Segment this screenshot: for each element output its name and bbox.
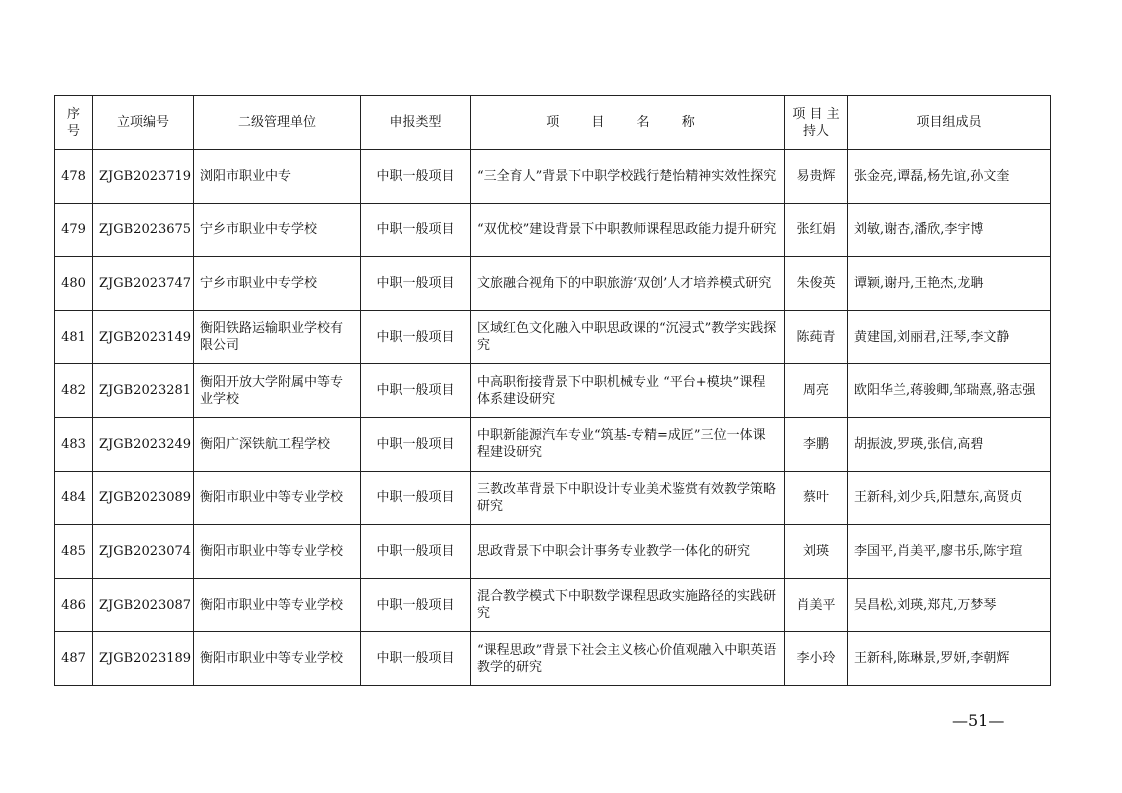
cell-project-name: 思政背景下中职会计事务专业教学一体化的研究: [471, 525, 785, 579]
header-project-host: 项 目 主持人: [785, 96, 848, 150]
table-body: [55, 150, 1051, 686]
cell-team-members: 黄建国,刘丽君,汪琴,李文静: [848, 310, 1051, 364]
cell-team-members: 胡振波,罗瑛,张信,高碧: [848, 417, 1051, 471]
cell-project-host: 周亮: [785, 364, 848, 418]
cell-team-members: 欧阳华兰,蒋骏卿,邹瑞熹,骆志强: [848, 364, 1051, 418]
cell-project-name: 中高职衔接背景下中职机械专业 “平台+模块”课程体系建设研究: [471, 364, 785, 418]
cell-project-name: “双优校”建设背景下中职教师课程思政能力提升研究: [471, 203, 785, 257]
table-row: [55, 417, 1051, 471]
header-application-type: 申报类型: [361, 96, 471, 150]
cell-application-type: 中职一般项目: [361, 471, 471, 525]
cell-serial-number: 480: [55, 257, 93, 311]
cell-project-code: ZJGB2023189: [93, 632, 194, 686]
cell-project-host: 肖美平: [785, 578, 848, 632]
cell-project-code: ZJGB2023089: [93, 471, 194, 525]
header-management-unit: 二级管理单位: [194, 96, 361, 150]
cell-project-code: ZJGB2023281: [93, 364, 194, 418]
cell-project-name: 中职新能源汽车专业“筑基-专精=成匠”三位一体课程建设研究: [471, 417, 785, 471]
cell-team-members: 王新科,陈琳景,罗妍,李朝辉: [848, 632, 1051, 686]
cell-project-name: “课程思政”背景下社会主义核心价值观融入中职英语教学的研究: [471, 632, 785, 686]
table-row: [55, 471, 1051, 525]
cell-project-code: ZJGB2023087: [93, 578, 194, 632]
cell-serial-number: 485: [55, 525, 93, 579]
cell-project-code: ZJGB2023675: [93, 203, 194, 257]
cell-application-type: 中职一般项目: [361, 578, 471, 632]
header-project-name: 项 目 名 称: [471, 96, 785, 150]
cell-serial-number: 486: [55, 578, 93, 632]
cell-application-type: 中职一般项目: [361, 525, 471, 579]
cell-project-name: 三教改革背景下中职设计专业美术鉴赏有效教学策略研究: [471, 471, 785, 525]
cell-management-unit: 宁乡市职业中专学校: [194, 257, 361, 311]
cell-management-unit: 衡阳市职业中等专业学校: [194, 632, 361, 686]
table-header-row: [55, 96, 1051, 150]
cell-project-host: 张红娟: [785, 203, 848, 257]
cell-project-name: 混合教学模式下中职数学课程思政实施路径的实践研究: [471, 578, 785, 632]
cell-application-type: 中职一般项目: [361, 417, 471, 471]
cell-project-code: ZJGB2023249: [93, 417, 194, 471]
cell-management-unit: 衡阳铁路运输职业学校有限公司: [194, 310, 361, 364]
cell-application-type: 中职一般项目: [361, 364, 471, 418]
cell-management-unit: 衡阳广深铁航工程学校: [194, 417, 361, 471]
cell-project-name: 文旅融合视角下的中职旅游‘双创’人才培养模式研究: [471, 257, 785, 311]
table-row: [55, 257, 1051, 311]
header-team-members: 项目组成员: [848, 96, 1051, 150]
cell-application-type: 中职一般项目: [361, 257, 471, 311]
cell-project-host: 陈莼青: [785, 310, 848, 364]
table-row: [55, 150, 1051, 204]
cell-management-unit: 衡阳市职业中等专业学校: [194, 471, 361, 525]
cell-serial-number: 478: [55, 150, 93, 204]
table-row: [55, 364, 1051, 418]
table-row: [55, 203, 1051, 257]
cell-management-unit: 衡阳市职业中等专业学校: [194, 525, 361, 579]
header-project-code: 立项编号: [93, 96, 194, 150]
cell-team-members: 吴昌松,刘瑛,郑芃,万梦琴: [848, 578, 1051, 632]
cell-management-unit: 衡阳市职业中等专业学校: [194, 578, 361, 632]
page-number: —51—: [952, 711, 1005, 730]
cell-application-type: 中职一般项目: [361, 310, 471, 364]
cell-team-members: 李国平,肖美平,廖书乐,陈宇瑄: [848, 525, 1051, 579]
cell-application-type: 中职一般项目: [361, 150, 471, 204]
cell-serial-number: 482: [55, 364, 93, 418]
table-row: [55, 632, 1051, 686]
cell-team-members: 张金亮,谭磊,杨先谊,孙文奎: [848, 150, 1051, 204]
cell-project-code: ZJGB2023149: [93, 310, 194, 364]
table-row: [55, 578, 1051, 632]
cell-project-code: ZJGB2023719: [93, 150, 194, 204]
table-row: [55, 310, 1051, 364]
table-row: [55, 525, 1051, 579]
cell-serial-number: 484: [55, 471, 93, 525]
cell-serial-number: 487: [55, 632, 93, 686]
cell-team-members: 刘敏,谢杏,潘欣,李宇博: [848, 203, 1051, 257]
cell-serial-number: 479: [55, 203, 93, 257]
cell-project-host: 李鹏: [785, 417, 848, 471]
cell-serial-number: 481: [55, 310, 93, 364]
cell-project-host: 朱俊英: [785, 257, 848, 311]
cell-project-code: ZJGB2023074: [93, 525, 194, 579]
cell-project-host: 刘瑛: [785, 525, 848, 579]
cell-serial-number: 483: [55, 417, 93, 471]
cell-management-unit: 宁乡市职业中专学校: [194, 203, 361, 257]
cell-project-name: “三全育人”背景下中职学校践行楚怡精神实效性探究: [471, 150, 785, 204]
project-table: [54, 95, 1051, 686]
cell-team-members: 王新科,刘少兵,阳慧东,高贤贞: [848, 471, 1051, 525]
cell-project-host: 蔡叶: [785, 471, 848, 525]
cell-application-type: 中职一般项目: [361, 632, 471, 686]
cell-application-type: 中职一般项目: [361, 203, 471, 257]
cell-management-unit: 衡阳开放大学附属中等专业学校: [194, 364, 361, 418]
cell-project-host: 李小玲: [785, 632, 848, 686]
cell-project-host: 易贵辉: [785, 150, 848, 204]
cell-team-members: 谭颖,谢丹,王艳杰,龙聃: [848, 257, 1051, 311]
cell-project-name: 区域红色文化融入中职思政课的“沉浸式”教学实践探究: [471, 310, 785, 364]
header-serial-number: 序号: [55, 96, 93, 150]
cell-project-code: ZJGB2023747: [93, 257, 194, 311]
cell-management-unit: 浏阳市职业中专: [194, 150, 361, 204]
